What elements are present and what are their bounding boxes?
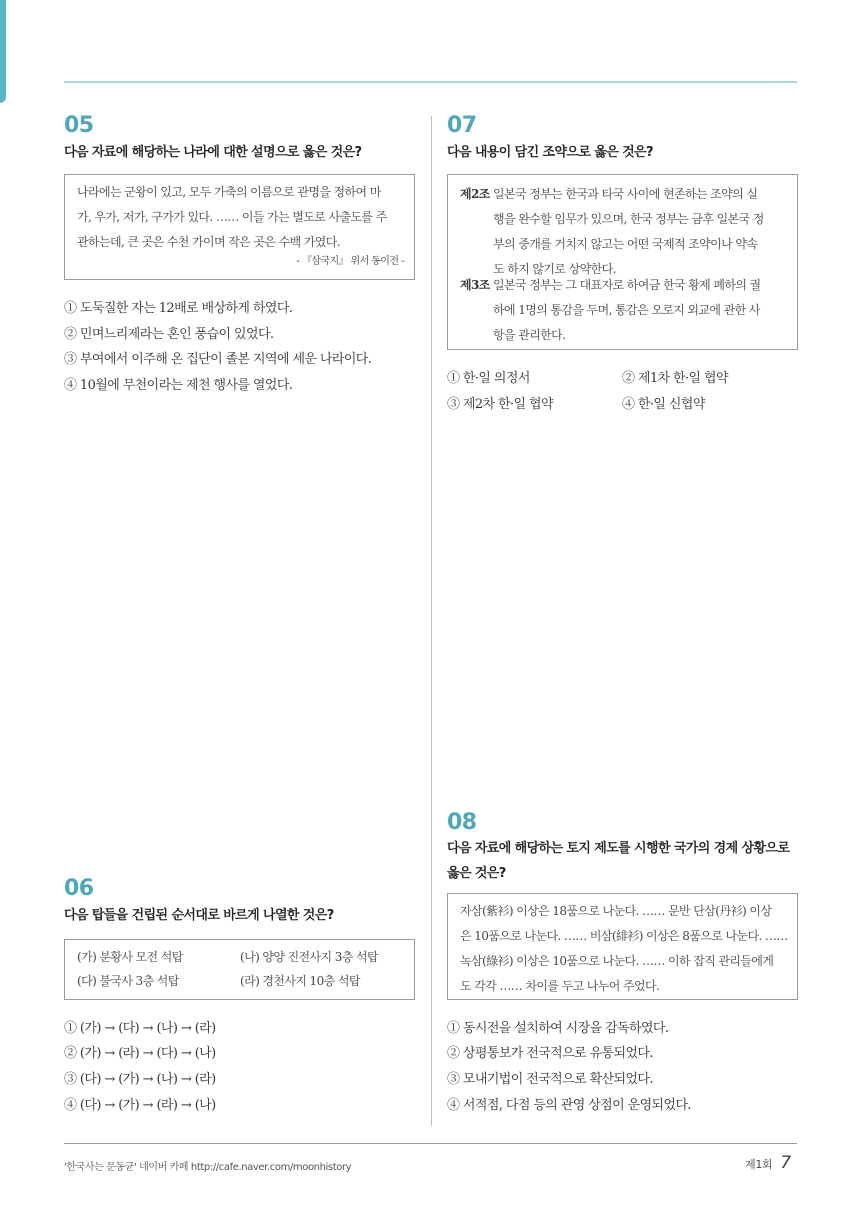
q07-article-line: 항을 관리한다.	[493, 328, 566, 342]
q08-question	[447, 836, 789, 886]
q05-passage-line: 나라에는 군왕이 있고, 모두 가축의 이름으로 관명을 정하여 마	[77, 185, 381, 199]
footer-cafe-link[interactable]: '한국사는 문동균' 네이버 카페 http://cafe.naver.com/moonhistory	[64, 1162, 352, 1173]
q06-question: 다음 탑들을 건립된 순서대로 바르게 나열한 것은?	[64, 908, 334, 923]
q07-article-body	[493, 182, 787, 282]
q05-choice-4[interactable]: ④ 10월에 무천이라는 제천 행사를 열었다.	[64, 378, 293, 393]
q08-passage-line: 녹삼(綠衫) 이상은 10품으로 나눈다. …… 이하 잡직 관리들에게	[460, 954, 774, 968]
side-tab-marker	[0, 0, 6, 103]
q07-article-line: 행을 완수할 임무가 있으며, 한국 정부는 금후 일본국 정	[493, 212, 764, 226]
footer-round-label: 제1회	[745, 1158, 773, 1171]
q05-passage-box	[64, 174, 415, 280]
q07-choice-2[interactable]: ② 제1차 한·일 협약	[622, 371, 728, 386]
q08-passage-line: 도 각각 …… 차이를 두고 나누어 주었다.	[460, 979, 660, 993]
q07-article-line: 하에 1명의 통감을 두며, 통감은 오로지 외교에 관한 사	[493, 303, 760, 317]
page-number: 7	[780, 1153, 792, 1173]
q07-choice-3[interactable]: ③ 제2차 한·일 협약	[447, 397, 553, 412]
q07-article-label: 제2조	[460, 187, 490, 201]
q06-item: (나) 양양 진전사지 3층 석탑	[240, 950, 378, 964]
q06-items-box	[64, 939, 415, 1000]
top-rule	[64, 81, 797, 83]
q05-choice-1[interactable]: ① 도둑질한 자는 12배로 배상하게 하였다.	[64, 301, 293, 316]
q05-choice-2[interactable]: ② 민며느리제라는 혼인 풍습이 있었다.	[64, 327, 274, 342]
q07-article-line: 일본국 정부는 그 대표자로 하여금 한국 황제 폐하의 궐	[493, 278, 761, 292]
q05-choice-3[interactable]: ③ 부여에서 이주해 온 집단이 졸본 지역에 세운 나라이다.	[64, 352, 372, 367]
q06-item: (가) 분황사 모전 석탑	[77, 950, 183, 964]
q07-article-line: 부의 중개를 거치지 않고는 어떤 국제적 조약이나 약속	[493, 237, 758, 251]
q07-article-line: 도 하지 않기로 상약한다.	[493, 262, 616, 276]
q06-choice-2[interactable]: ② (가) → (라) → (다) → (나)	[64, 1046, 216, 1061]
q05-passage-line: 가, 우가, 저가, 구가가 있다. …… 이들 가는 별도로 사출도를 주	[77, 210, 387, 224]
q08-number: 08	[447, 810, 477, 835]
q05-passage-line: 관하는데, 큰 곳은 수천 가이며 작은 곳은 수백 가였다.	[77, 235, 340, 249]
q08-choice-1[interactable]: ① 동시전을 설치하여 시장을 감독하였다.	[447, 1021, 669, 1036]
q08-passage-line: 자삼(紫衫) 이상은 18품으로 나눈다. …… 문반 단삼(丹衫) 이상	[460, 904, 772, 918]
q08-choice-3[interactable]: ③ 모내기법이 전국적으로 확산되었다.	[447, 1072, 653, 1087]
q08-choice-2[interactable]: ② 상평통보가 전국적으로 유통되었다.	[447, 1046, 653, 1061]
q08-passage-line: 은 10품으로 나눈다. …… 비삼(緋衫) 이상은 8품으로 나눈다. ……	[460, 929, 788, 943]
q06-number: 06	[64, 876, 94, 901]
q07-question: 다음 내용이 담긴 조약으로 옳은 것은?	[447, 145, 653, 160]
bottom-rule	[64, 1143, 797, 1144]
q06-choice-3[interactable]: ③ (다) → (가) → (나) → (라)	[64, 1072, 216, 1087]
q06-item: (라) 경천사지 10층 석탑	[240, 974, 360, 988]
q07-article-body	[493, 273, 787, 348]
q08-choice-4[interactable]: ④ 서적점, 다점 등의 관영 상점이 운영되었다.	[447, 1098, 691, 1113]
q07-choice-1[interactable]: ① 한·일 의정서	[447, 371, 530, 386]
q08-passage-box	[447, 893, 798, 1000]
q05-source: - 『삼국지』 위서 동이전 -	[296, 256, 404, 267]
q06-item: (다) 불국사 3층 석탑	[77, 974, 179, 988]
q06-choice-4[interactable]: ④ (다) → (가) → (라) → (나)	[64, 1098, 216, 1113]
column-divider	[431, 116, 432, 1126]
q05-number: 05	[64, 113, 94, 138]
q08-question-line: 다음 자료에 해당하는 토지 제도를 시행한 국가의 경제 상황으로	[447, 841, 790, 856]
footer-page-info	[745, 1153, 791, 1173]
q08-question-line: 옳은 것은?	[447, 866, 506, 881]
q06-choice-1[interactable]: ① (가) → (다) → (나) → (라)	[64, 1021, 216, 1036]
q07-article-line: 일본국 정부는 한국과 타국 사이에 현존하는 조약의 실	[493, 187, 758, 201]
q05-question: 다음 자료에 해당하는 나라에 대한 설명으로 옳은 것은?	[64, 145, 362, 160]
q07-article-label: 제3조	[460, 278, 490, 292]
q07-number: 07	[447, 113, 477, 138]
q07-choice-4[interactable]: ④ 한·일 신협약	[622, 397, 705, 412]
q07-passage-box	[447, 174, 798, 350]
